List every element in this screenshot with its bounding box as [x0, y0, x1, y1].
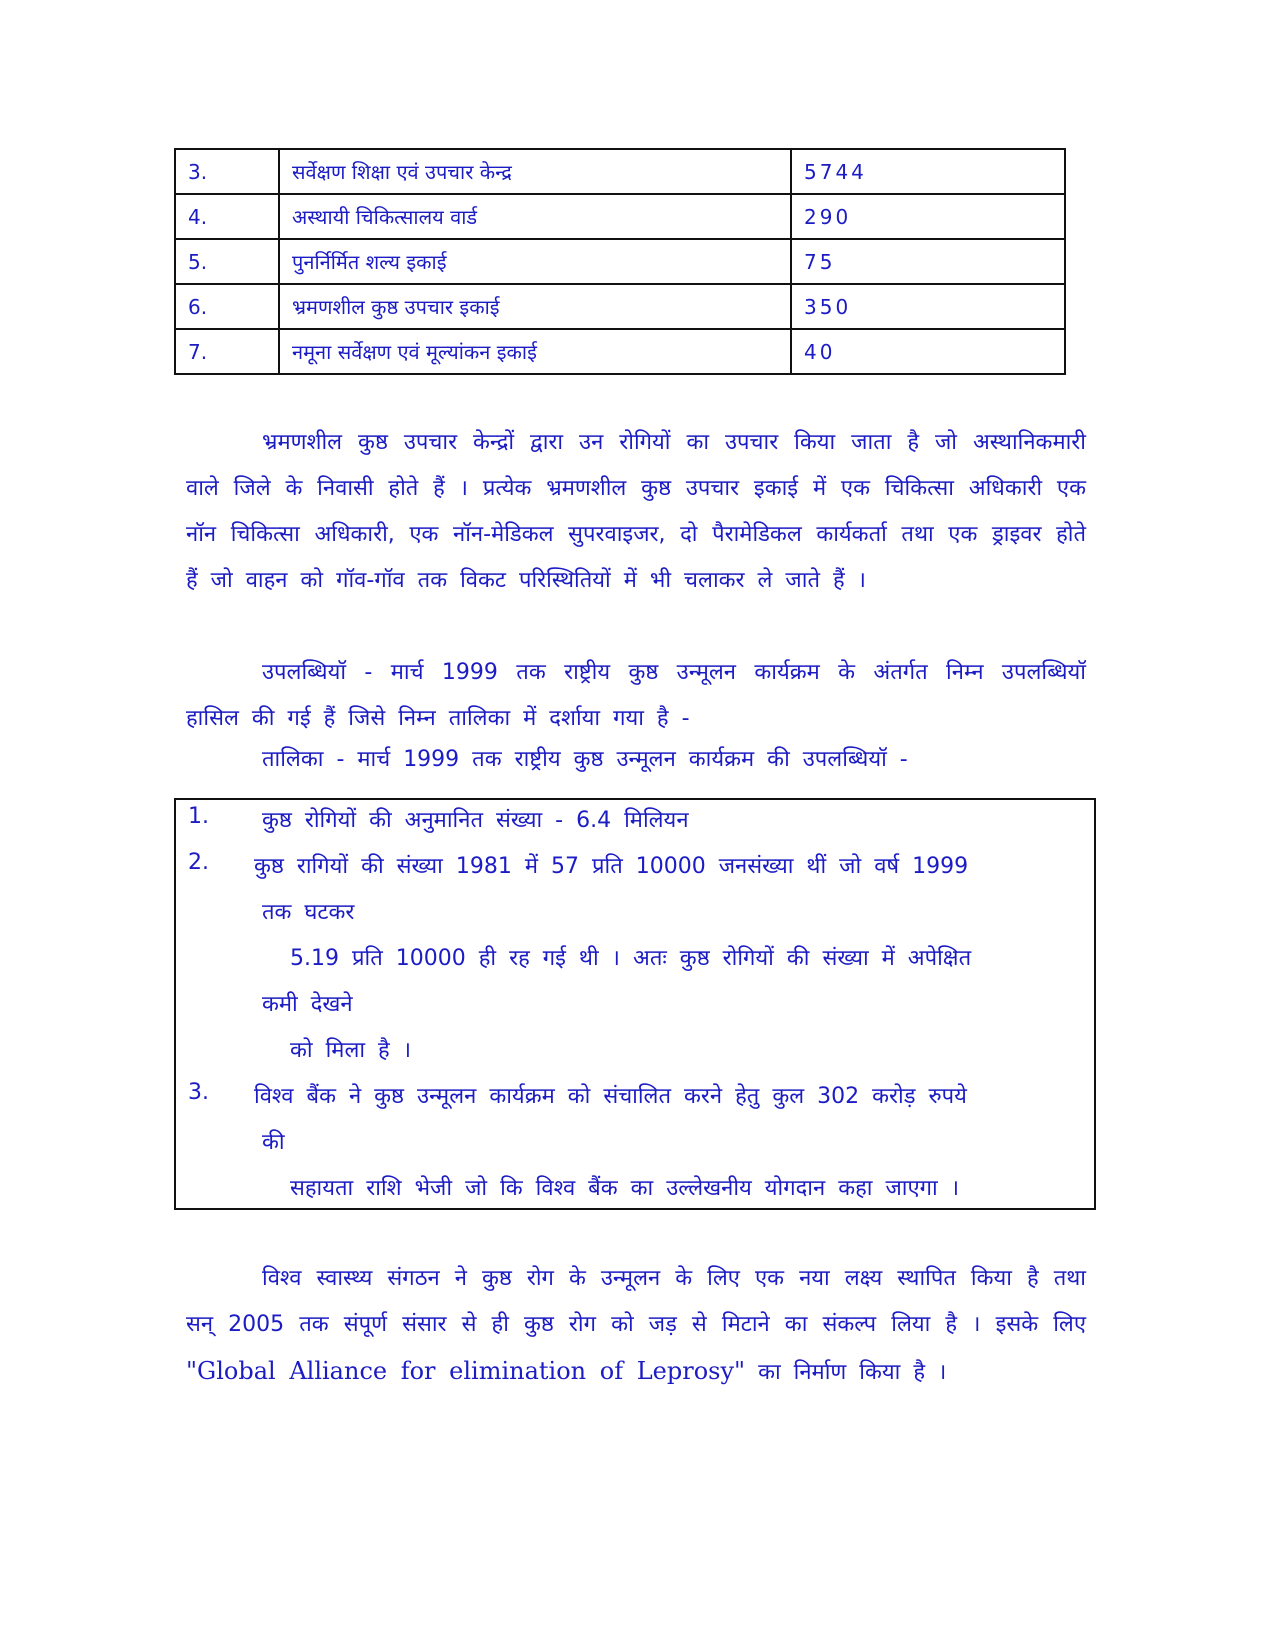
table-row — [175, 194, 1065, 239]
row-number: 4. — [175, 194, 279, 239]
unit-count: 75 — [791, 239, 1065, 284]
item-text: कुष्ठ रागियों की संख्या 1981 में 57 प्रति 10000 जनसंख्या थीं जो वर्ष 1999 — [254, 854, 969, 879]
unit-count: 290 — [791, 194, 1065, 239]
item-text: कुष्ठ रोगियों की अनुमानित संख्या - 6.4 मिलियन — [262, 808, 689, 833]
unit-name: भ्रमणशील कुष्ठ उपचार इकाई — [279, 284, 791, 329]
item-text: सहायता राशि भेजी जो कि विश्व बैंक का उल्लेखनीय योगदान कहा जाएगा । — [290, 1176, 960, 1201]
table-row — [175, 239, 1065, 284]
table-caption: तालिका - मार्च 1999 तक राष्ट्रीय कुष्ठ उन्मूलन कार्यक्रम की उपलब्धियॉ - — [262, 747, 908, 772]
achievements-box — [174, 798, 1096, 1210]
unit-name: सर्वेक्षण शिक्षा एवं उपचार केन्द्र — [279, 149, 791, 194]
item-text: कमी देखने — [262, 992, 353, 1017]
item-number: 2. — [188, 850, 209, 875]
unit-name: पुनर्निर्मित शल्य इकाई — [279, 239, 791, 284]
table-row — [175, 149, 1065, 194]
paragraph-achievements-intro: उपलब्धियॉ - मार्च 1999 तक राष्ट्रीय कुष्ठ उन्मूलन कार्यक्रम के अंतर्गत निम्न उपलब्धियॉ हासिल की गई हैं जिसे निम्न तालिका में दर्शाया गया है - — [186, 660, 1086, 731]
table-row — [175, 329, 1065, 374]
row-number: 5. — [175, 239, 279, 284]
paragraph-who: विश्व स्वास्थ्य संगठन ने कुष्ठ रोग के उन्मूलन के लिए एक नया लक्ष्य स्थापित किया है तथा सन् 2005 तक संपूर्ण संसार से ही कुष्ठ रोग को जड़ से मिटाने का संकल्प लिया है । इसके लिए "Global Alliance for elimination of Leprosy" का निर्माण किया है । — [186, 1266, 1086, 1385]
item-number: 3. — [188, 1080, 209, 1105]
row-number: 3. — [175, 149, 279, 194]
item-number: 1. — [188, 804, 209, 829]
unit-name: अस्थायी चिकित्सालय वार्ड — [279, 194, 791, 239]
units-table — [174, 148, 1066, 375]
english-phrase: "Global Alliance for elimination of Leprosy" — [186, 1357, 746, 1385]
item-text: विश्व बैंक ने कुष्ठ उन्मूलन कार्यक्रम को संचालित करने हेतु कुल 302 करोड़ रुपये — [254, 1084, 967, 1109]
unit-name: नमूना सर्वेक्षण एवं मूल्यांकन इकाई — [279, 329, 791, 374]
row-number: 7. — [175, 329, 279, 374]
unit-count: 350 — [791, 284, 1065, 329]
unit-count: 40 — [791, 329, 1065, 374]
paragraph-mobile-units: भ्रमणशील कुष्ठ उपचार केन्द्रों द्वारा उन रोगियों का उपचार किया जाता है जो अस्थानिकमारी वाले जिले के निवासी होते हैं । प्रत्येक भ्रमणशील कुष्ठ उपचार इकाई में एक चिकित्सा अधिकारी एक नॉन चिकित्सा अधिकारी, एक नॉन-मेडिकल सुपरवाइजर, दो पैरामेडिकल कार्यकर्ता तथा एक ड्राइवर होते हैं जो वाहन को गॉव-गॉव तक विकट परिस्थितियों में भी चलाकर ले जाते हैं । — [186, 430, 1086, 593]
row-number: 6. — [175, 284, 279, 329]
table-row — [175, 284, 1065, 329]
item-text: तक घटकर — [262, 900, 355, 925]
item-text: को मिला है । — [290, 1038, 412, 1063]
item-text: की — [262, 1130, 285, 1155]
item-text: 5.19 प्रति 10000 ही रह गई थी । अतः कुष्ठ रोगियों की संख्या में अपेक्षित — [290, 946, 972, 971]
unit-count: 5744 — [791, 149, 1065, 194]
